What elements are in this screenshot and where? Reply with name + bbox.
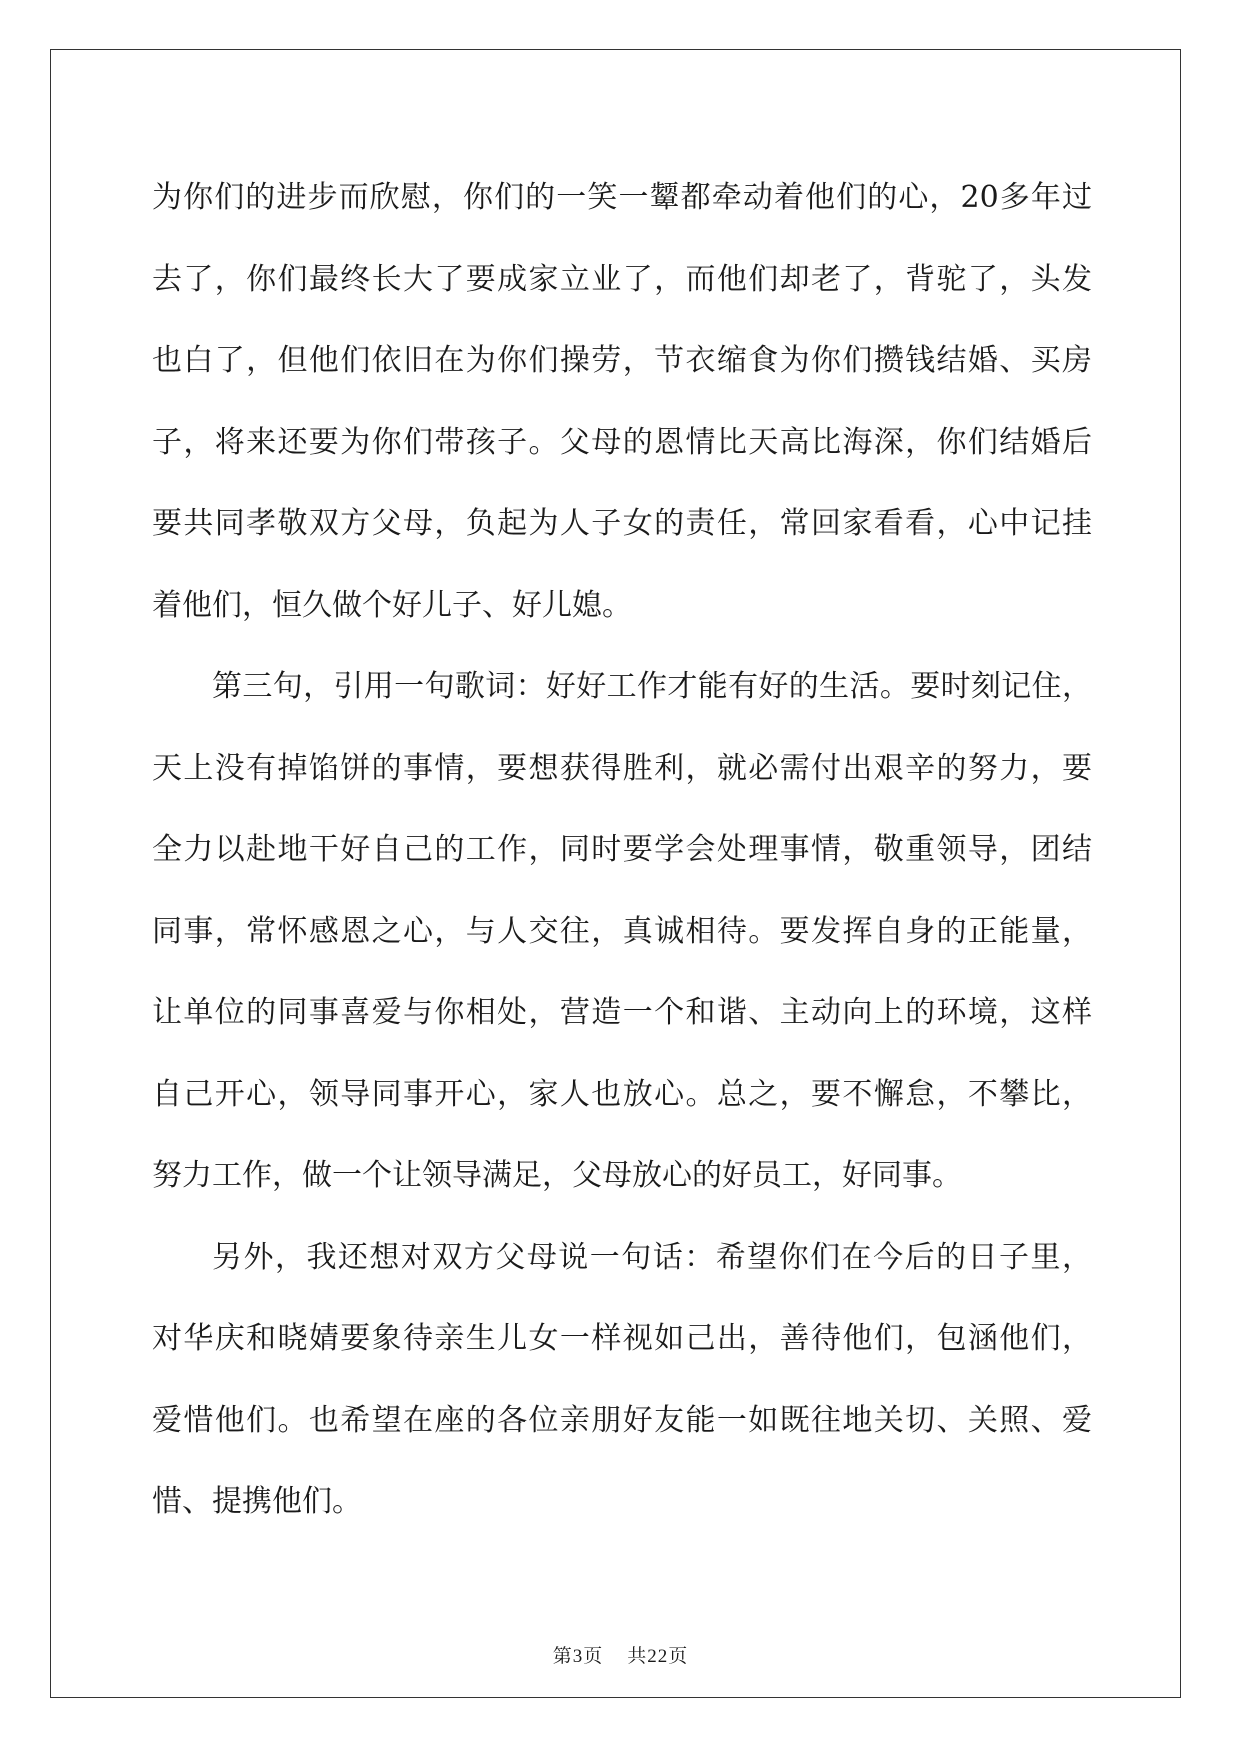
paragraph-start-line [152, 1217, 1092, 1299]
text-line-content: 也白了，但他们依旧在为你们操劳，节衣缩食为你们攒钱结婚、买房 [152, 343, 1092, 378]
text-line [152, 891, 1092, 973]
text-line-content: 天上没有掉馅饼的事情，要想获得胜利，就必需付出艰辛的努力，要 [152, 750, 1092, 786]
text-line [152, 1054, 1092, 1136]
text-line [152, 239, 1092, 321]
text-line-content: 努力工作，做一个让领导满足，父母放心的好员工，好同事。 [152, 1158, 962, 1193]
document-body [152, 157, 1092, 1543]
text-line-content: 同事，常怀感恩之心，与人交往，真诚相待。要发挥自身的正能量， [152, 913, 1092, 949]
text-line [152, 1135, 1092, 1217]
text-line-content: 另外，我还想对双方父母说一句话：希望你们在今后的日子里， [212, 1239, 1092, 1275]
text-line-content: 子，将来还要为你们带孩子。父母的恩情比天高比海深，你们结婚后 [152, 424, 1092, 460]
text-line [152, 402, 1092, 484]
text-line [152, 483, 1092, 565]
text-line-content: 自己开心，领导同事开心，家人也放心。总之，要不懈怠，不攀比， [152, 1076, 1092, 1112]
text-line [152, 565, 1092, 647]
text-line [152, 809, 1092, 891]
text-line-content: 爱惜他们。也希望在座的各位亲朋好友能一如既往地关切、关照、爱 [152, 1402, 1092, 1438]
page-footer [0, 1641, 1241, 1668]
text-line-content: 对华庆和晓婧要象待亲生儿女一样视如己出，善待他们，包涵他们， [152, 1321, 1092, 1356]
page-suffix: 页 [583, 1645, 604, 1667]
page-number: 3 [572, 1646, 584, 1667]
text-line-content: 要共同孝敬双方父母，负起为人子女的责任，常回家看看，心中记挂 [152, 506, 1092, 541]
page-prefix: 第 [552, 1645, 573, 1667]
text-line [152, 1461, 1092, 1543]
text-line [152, 320, 1092, 402]
text-line-content: 着他们，恒久做个好儿子、好儿媳。 [152, 587, 632, 623]
total-suffix: 页 [668, 1645, 689, 1667]
text-line [152, 1380, 1092, 1462]
paragraph-start-line [152, 646, 1092, 728]
text-line-content: 全力以赴地干好自己的工作，同时要学会处理事情，敬重领导，团结 [152, 832, 1092, 867]
total-prefix: 共 [627, 1645, 648, 1667]
text-line-content: 惜、提携他们。 [152, 1484, 362, 1519]
text-line [152, 728, 1092, 810]
text-line-content: 去了，你们最终长大了要成家立业了，而他们却老了，背驼了，头发 [152, 261, 1092, 297]
text-line-content: 让单位的同事喜爱与你相处，营造一个和谐、主动向上的环境，这样 [152, 995, 1092, 1030]
text-line [152, 1298, 1092, 1380]
text-line [152, 972, 1092, 1054]
text-line-content: 第三句，引用一句歌词：好好工作才能有好的生活。要时刻记住， [212, 669, 1092, 704]
text-line-content: 为你们的进步而欣慰，你们的一笑一颦都牵动着他们的心，20多年过 [152, 180, 1092, 215]
text-line [152, 157, 1092, 239]
total-pages: 22 [647, 1646, 669, 1667]
